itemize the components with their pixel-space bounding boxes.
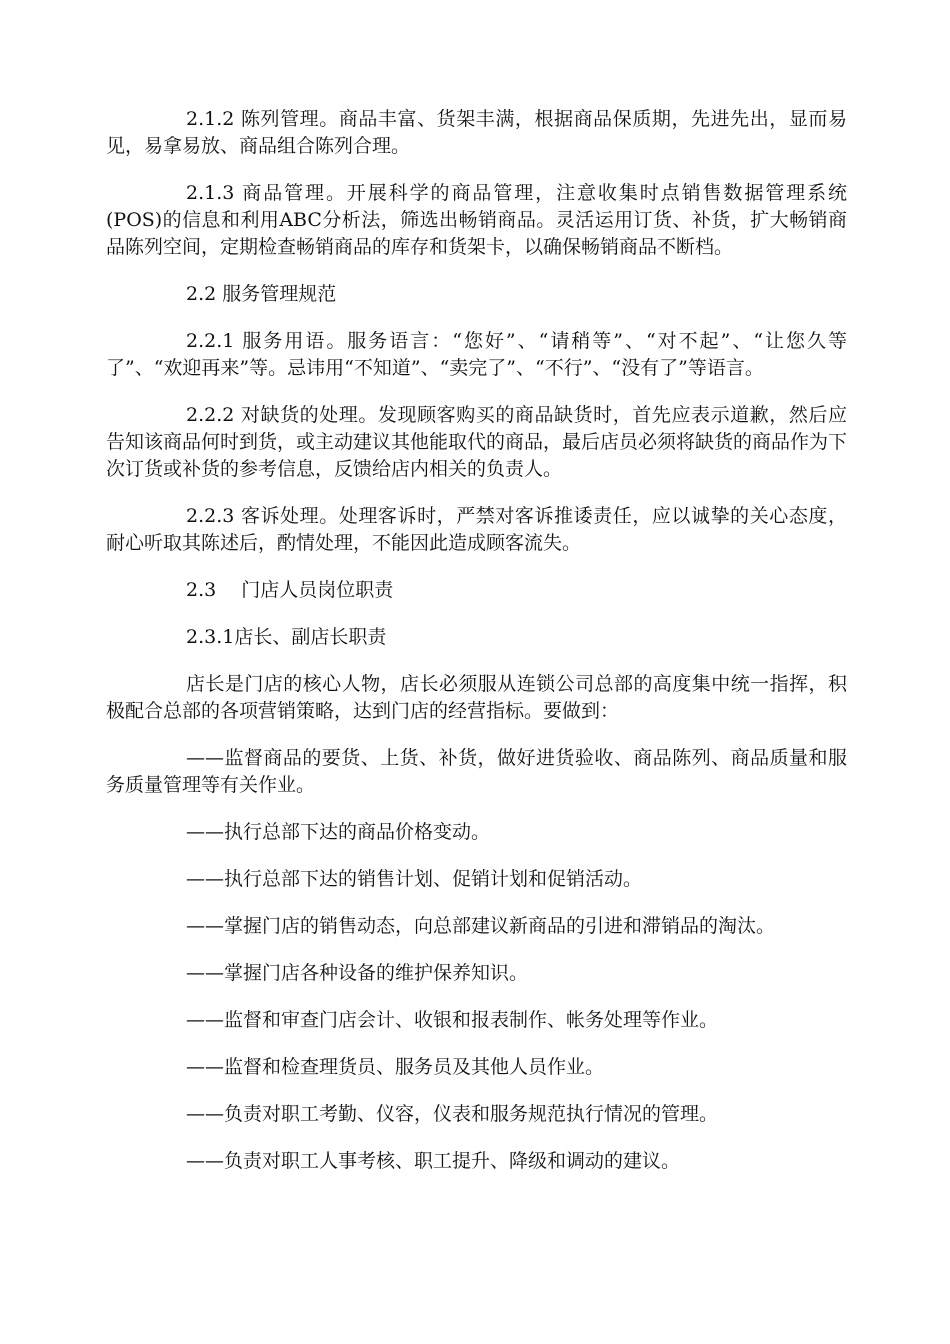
duty-item: ——监督和审查门店会计、收银和报表制作、帐务处理等作业。 (186, 1009, 719, 1031)
paragraph-2-1-2-display: 2.1.2 陈列管理。商品丰富、货架丰满，根据商品保质期，先进先出，显而易见，易拿易放、商品组合陈列合理。 (106, 108, 847, 157)
paragraph-2-2-2-stockout: 2.2.2 对缺货的处理。发现顾客购买的商品缺货时，首先应表示道歉，然后应告知该商品何时到货，或主动建议其他能取代的商品，最后店员必须将缺货的商品作为下次订货或补货的参考信息，反馈给店内相关的负责人。 (106, 404, 848, 480)
duty-item: ——监督商品的要货、上货、补货，做好进货验收、商品陈列、商品质量和服务质量管理等有关作业。 (106, 747, 847, 796)
duty-item: ——负责对职工考勤、仪容，仪表和服务规范执行情况的管理。 (186, 1103, 719, 1125)
heading-2-2-service: 2.2 服务管理规范 (186, 283, 337, 305)
paragraph-2-2-3-complaints: 2.2.3 客诉处理。处理客诉时，严禁对客诉推诿责任，应以诚挚的关心态度，耐心听取其陈述后，酌情处理，不能因此造成顾客流失。 (106, 505, 847, 554)
duty-item: ——执行总部下达的销售计划、促销计划和促销活动。 (186, 868, 643, 890)
heading-2-3-duties: 2.3 门店人员岗位职责 (186, 579, 394, 601)
duty-item: ——监督和检查理货员、服务员及其他人员作业。 (186, 1056, 605, 1078)
paragraph-2-1-3-goods: 2.1.3 商品管理。开展科学的商品管理，注意收集时点销售数据管理系统(POS)的信息和利用ABC分析法，筛选出畅销商品。灵活运用订货、补货，扩大畅销商品陈列空间，定期检查畅销商品的库存和货架卡，以确保畅销商品不断档。 (106, 182, 847, 258)
paragraph-manager-intro: 店长是门店的核心人物，店长必须服从连锁公司总部的高度集中统一指挥，积极配合总部的各项营销策略，达到门店的经营指标。要做到： (106, 673, 847, 722)
duty-item: ——负责对职工人事考核、职工提升、降级和调动的建议。 (186, 1150, 681, 1172)
paragraph-2-2-1-phrases: 2.2.1 服务用语。服务语言：“您好”、“请稍等”、“对不起”、“让您久等了”、“欢迎再来”等。忌讳用“不知道”、“卖完了”、“不行”、“没有了”等语言。 (106, 330, 847, 379)
duty-item: ——掌握门店各种设备的维护保养知识。 (186, 962, 529, 984)
document-page (106, 106, 847, 1175)
duty-item: ——掌握门店的销售动态，向总部建议新商品的引进和滞销品的淘汰。 (186, 915, 776, 937)
duty-item: ——执行总部下达的商品价格变动。 (186, 821, 491, 843)
heading-2-3-1-manager: 2.3.1店长、副店长职责 (186, 626, 387, 648)
